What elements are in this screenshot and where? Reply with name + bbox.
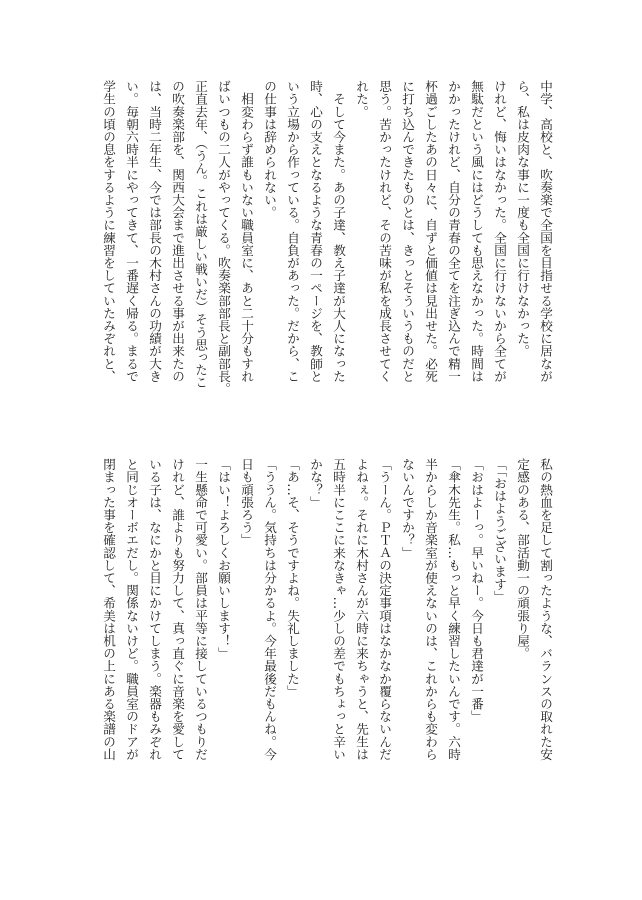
text-column: に打ち込んできたものとは、きっとそういうものだと bbox=[400, 80, 415, 383]
text-column: 「「おはようございます」 bbox=[492, 458, 507, 603]
text-column: は、当時二年生、今では部長の木村さんの功績が大き bbox=[147, 80, 162, 383]
text-column: ばいつもの二人がやってくる。吹奏楽部部長と副部長。 bbox=[216, 80, 231, 395]
text-column: 半からしか音楽室が使えないのは、これからも変わら bbox=[423, 458, 438, 761]
text-column: かな？」 bbox=[308, 458, 323, 509]
text-column: れた。 bbox=[354, 80, 369, 118]
text-column: 学生の頃の息をするように練習をしていたみぞれと、 bbox=[101, 80, 116, 383]
text-column: 相変わらず誰もいない職員室に、あと二十分もすれ bbox=[239, 80, 254, 383]
text-column: 「はい！よろしくお願いします！」 bbox=[216, 458, 231, 660]
text-column: いう立場から作っている。自負があった。だから、こ bbox=[285, 80, 300, 383]
text-column: 正直去年、（うん。これは厳しい戦いだ）そう思ったこ bbox=[193, 80, 208, 389]
text-column: いる子は、なにかと目にかけてしまう。楽器もみぞれ bbox=[147, 458, 162, 761]
text-column: 無駄だという風にはどうしても思えなかった。時間は bbox=[469, 80, 484, 383]
text-column: 「うーん。ＰＴＡの決定事項はなかなか覆らないんだ bbox=[377, 458, 392, 761]
text-column: ないんですか？」 bbox=[400, 458, 415, 559]
text-column: 「ううん。気持ちは分かるよ。今年最後だもんね。今 bbox=[262, 458, 277, 761]
text-column: ら、私は皮肉な事に一度も全国に行けなかった。 bbox=[515, 80, 530, 358]
text-column: かかったけれど、自分の青春の全てを注ぎ込んで精一 bbox=[446, 80, 461, 383]
text-column: 私の熱血を足して割ったような、バランスの取れた安 bbox=[538, 458, 553, 761]
top-text-block bbox=[97, 80, 557, 410]
text-column: 杯過ごしたあの日々に、自ずと価値は見出せた。必死 bbox=[423, 80, 438, 383]
text-column: 日も頑張ろう」 bbox=[239, 458, 254, 547]
text-column: 一生懸命で可愛い。部員は平等に接しているつもりだ bbox=[193, 458, 208, 761]
text-column: の吹奏楽部を、関西大会まで進出させる事が出来たの bbox=[170, 80, 185, 383]
text-column: けれど、悔いはなかった。全国に行けないから全てが bbox=[492, 80, 507, 383]
text-column: 思う。苦かったけれど、その苦味が私を成長させてく bbox=[377, 80, 392, 383]
text-column: そして今また。あの子達、教え子達が大人になった bbox=[331, 80, 346, 383]
text-column: 定感のある、部活動一の頑張り屋。 bbox=[515, 458, 530, 660]
text-column: い。毎朝六時半にやってきて、一番遅く帰る。まるで bbox=[124, 80, 139, 383]
text-column: 時、心の支えとなるような青春の一ページを、教師と bbox=[308, 80, 323, 383]
text-column: 閉まった事を確認して、希美は机の上にある楽譜の山 bbox=[101, 458, 116, 761]
text-column: 「あ…そ、そうですよね。失礼しました」 bbox=[285, 458, 300, 698]
text-column: 中学、高校と、吹奏楽で全国を目指せる学校に居なが bbox=[538, 80, 553, 383]
bottom-text-block bbox=[97, 458, 557, 788]
text-column: よねぇ。それに木村さんが六時に来ちゃうと、先生は bbox=[354, 458, 369, 761]
text-column: と同じオーボエだし。関係ないけど。職員室のドアが bbox=[124, 458, 139, 761]
text-column: 五時半にここに来なきゃ…少しの差でもちょっと辛い bbox=[331, 458, 346, 761]
text-column: 「おはよーっ。早いねー。今日も君達が一番」 bbox=[469, 458, 484, 723]
text-column: の仕事は辞められない。 bbox=[262, 80, 277, 219]
text-column: けれど、誰よりも努力して、真っ直ぐに音楽を愛して bbox=[170, 458, 185, 761]
text-column: 「傘木先生。私…もっと早く練習したいんです。六時 bbox=[446, 458, 461, 761]
